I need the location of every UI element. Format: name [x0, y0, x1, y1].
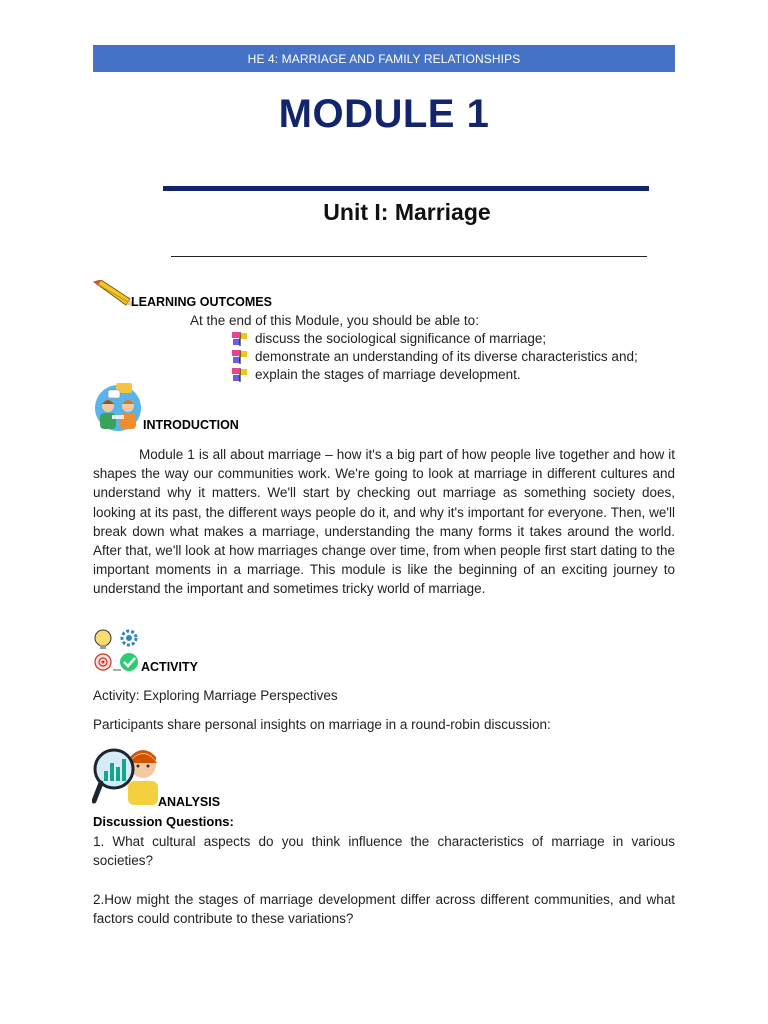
list-item	[232, 330, 638, 348]
module-title: MODULE 1	[278, 92, 490, 136]
unit-title: Unit I: Marriage	[323, 199, 491, 225]
bullet-icon	[232, 332, 248, 346]
discussion-question-2: 2.How might the stages of marriage development differ across different communities, and what factors could contribute to these variations?	[93, 892, 675, 926]
learning-outcomes-heading: LEARNING OUTCOMES	[131, 295, 272, 309]
activity-title: Activity: Exploring Marriage Perspectives	[93, 688, 338, 703]
activity-heading: ACTIVITY	[141, 660, 198, 674]
course-header-bar	[93, 45, 675, 72]
learning-outcomes-lead: At the end of this Module, you should be able to:	[190, 313, 479, 328]
discussion-questions-heading: Discussion Questions:	[93, 814, 234, 829]
outcome-text: discuss the sociological significance of marriage;	[255, 331, 547, 346]
introduction-heading: INTRODUCTION	[143, 418, 239, 432]
activity-description: Participants share personal insights on marriage in a round-robin discussion:	[93, 717, 551, 732]
list-item	[232, 348, 638, 366]
discussion-question-1: 1. What cultural aspects do you think influence the characteristics of marriage in various societies?	[93, 834, 675, 868]
bullet-icon	[232, 368, 248, 382]
introduction-paragraph: Module 1 is all about marriage – how it's a big part of how people live together and how it shapes the way our communities work. We're going to look at marriage in different cultures and understand why it matters. We'll start by checking out marriage as something society does, looking at its past, the different ways people do it, and why it's important for everyone. Then, we'll break down what makes a marriage, understanding the many forms it takes around the world. After that, we'll look at how marriages change over time, from when people first start dating to the important moments in a marriage. This module is like the beginning of an exciting journey to understand the important and sometimes tricky world of marriage.	[93, 447, 675, 597]
list-item	[232, 366, 638, 384]
outcome-text: explain the stages of marriage development.	[255, 367, 521, 382]
pencil-icon	[92, 280, 134, 306]
activity-icons	[93, 628, 141, 674]
title-divider	[163, 186, 649, 191]
magnifier-chart-person-icon	[92, 745, 160, 807]
outcome-text: demonstrate an understanding of its diverse characteristics and;	[255, 349, 638, 364]
learning-outcomes-list	[232, 330, 638, 384]
course-title: HE 4: MARRIAGE AND FAMILY RELATIONSHIPS	[247, 51, 521, 66]
unit-divider	[171, 256, 647, 257]
bullet-icon	[232, 350, 248, 364]
analysis-heading: ANALYSIS	[158, 795, 221, 809]
people-chat-icon	[94, 382, 144, 432]
